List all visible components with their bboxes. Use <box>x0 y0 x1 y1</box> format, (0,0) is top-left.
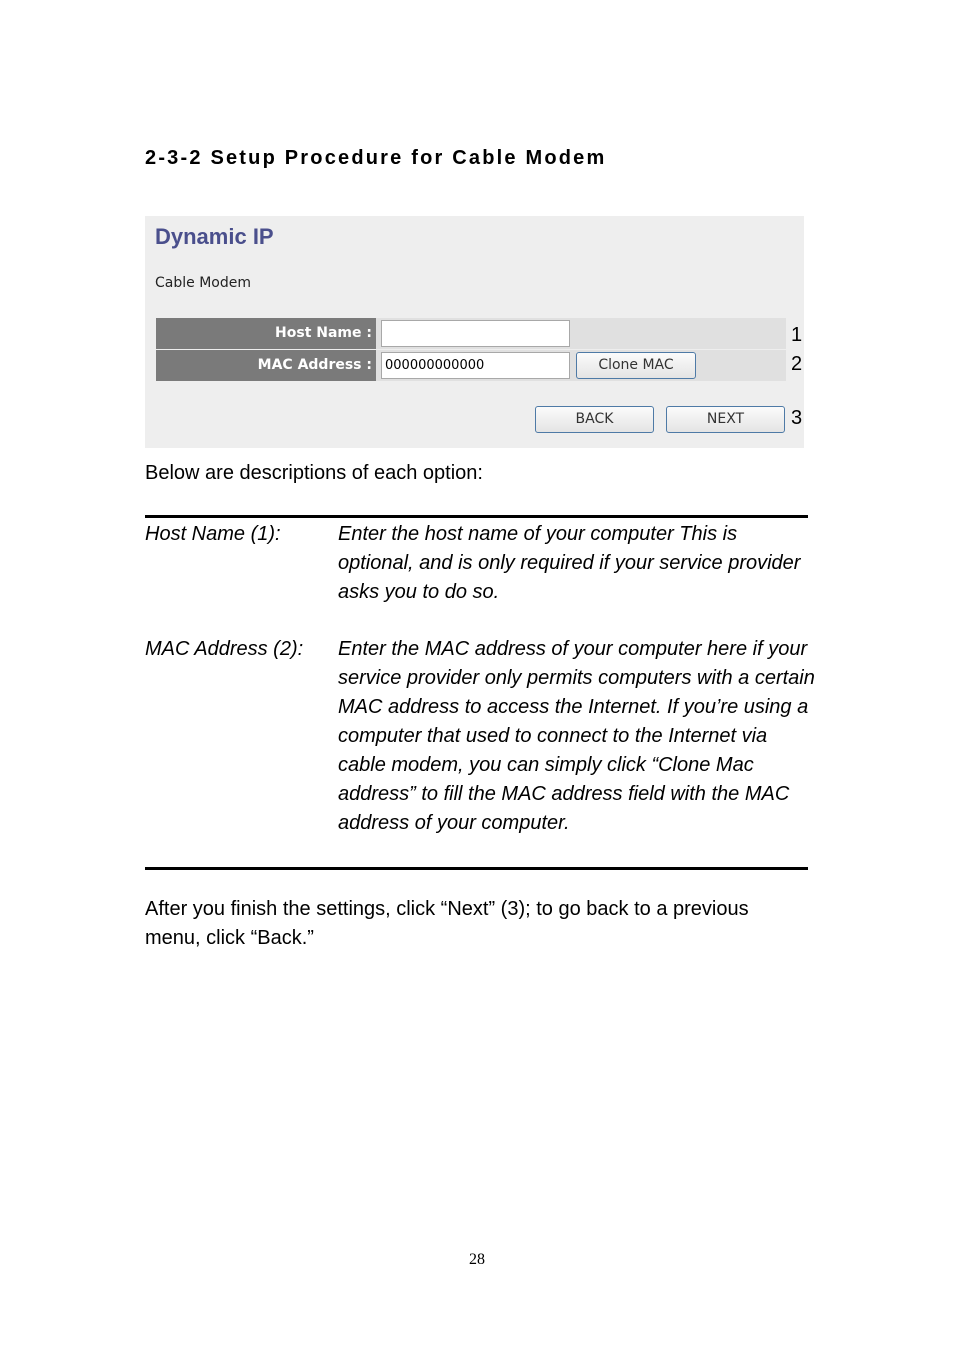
page-number: 28 <box>469 1251 485 1268</box>
callout-marker-1: 1 <box>791 324 803 346</box>
option-description-mac-address: Enter the MAC address of your computer here if your service provider only permits computers with a certain MAC address to access the Internet. If you’re using a computer that used to connect to the Internet via cable modem, you can simply click “Clone Mac address” to fill the MAC address field with the MAC address of your computer. <box>338 638 815 834</box>
table-top-rule <box>145 515 808 518</box>
callout-marker-2: 2 <box>791 353 803 375</box>
option-term-host-name: Host Name (1): <box>145 523 281 545</box>
option-description-host-name: Enter the host name of your computer This is optional, and is only required if your service provider asks you to do so. <box>338 523 801 603</box>
outro-text: After you finish the settings, click “Next” (3); to go back to a previous menu, click “Back.” <box>145 898 749 949</box>
host-name-row <box>156 318 786 349</box>
next-button[interactable]: NEXT <box>666 406 785 433</box>
host-name-label: Host Name : <box>156 318 376 349</box>
callout-marker-3: 3 <box>791 407 803 429</box>
panel-subtitle: Cable Modem <box>155 275 251 291</box>
clone-mac-button[interactable]: Clone MAC <box>576 352 696 379</box>
mac-address-input[interactable]: 000000000000 <box>381 352 570 379</box>
host-name-input[interactable] <box>381 320 570 347</box>
back-button[interactable]: BACK <box>535 406 654 433</box>
option-term-mac-address: MAC Address (2): <box>145 638 304 660</box>
mac-address-label: MAC Address : <box>156 350 376 381</box>
dynamic-ip-screenshot <box>145 216 804 448</box>
intro-text: Below are descriptions of each option: <box>145 462 483 484</box>
section-heading: 2-3-2 Setup Procedure for Cable Modem <box>145 147 607 169</box>
table-bottom-rule <box>145 867 808 870</box>
panel-title: Dynamic IP <box>155 224 274 249</box>
mac-address-row <box>156 350 786 381</box>
